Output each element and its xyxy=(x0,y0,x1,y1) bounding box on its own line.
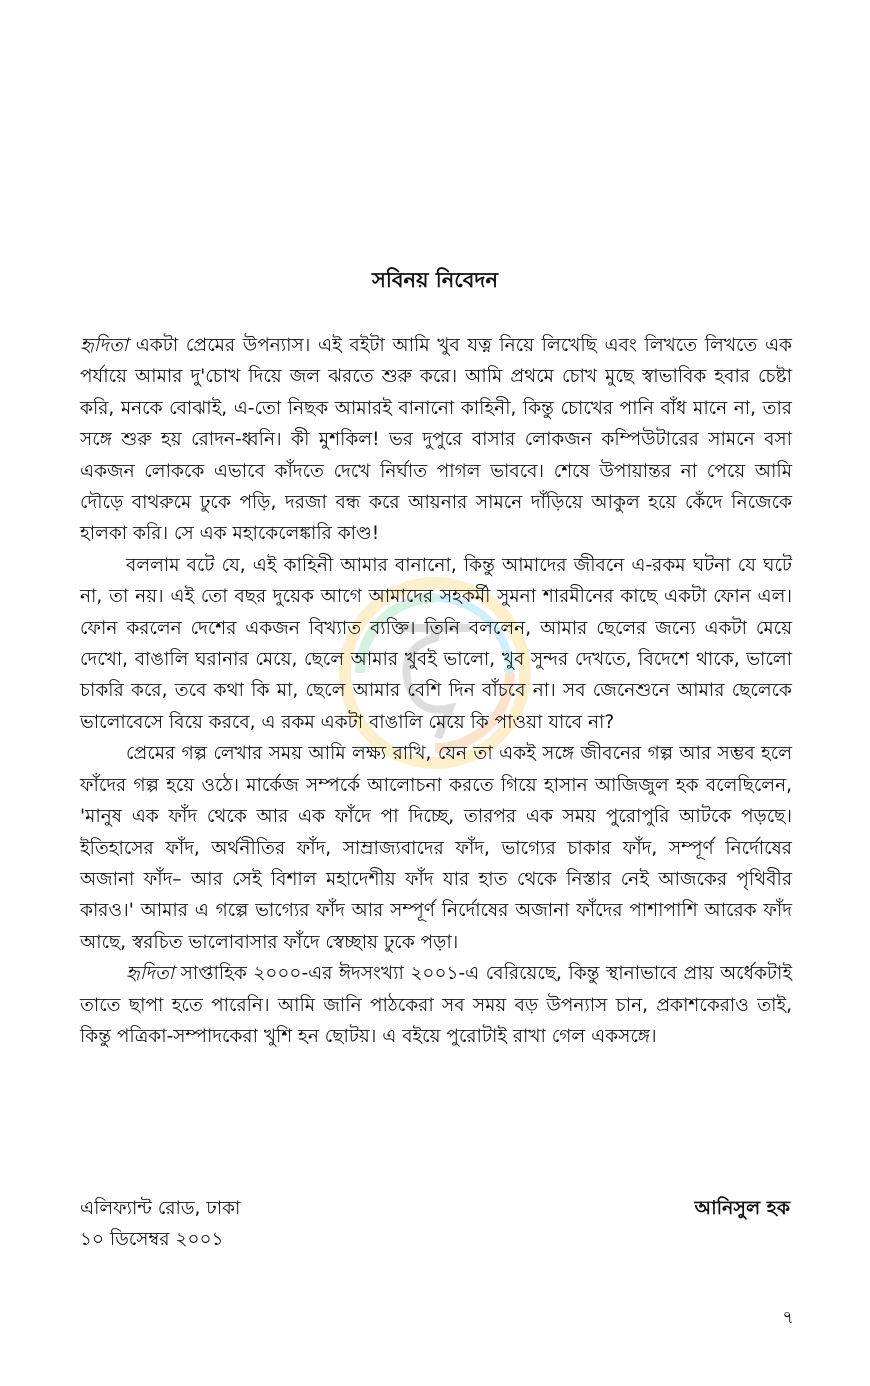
paragraph-text: বললাম বটে যে, এই কাহিনী আমার বানানো, কিন্তু আমাদের জীবনে এ-রকম ঘটনা যে ঘটে না, তা নয়। এই তো বছর দুয়েক আগে আমাদের সহকর্মী সুমনা শারমীনের কাছে একটা ফোন এল। ফোন করলেন দেশের একজন বিখ্যাত ব্যক্তি। তিনি বললেন, আমার ছেলের জন্যে একটা মেয়ে দেখো, বাঙালি ঘরানার মেয়ে, ছেলে আমার খুবই ভালো, খুব সুন্দর দেখতে, বিদেশে থাকে, ভালো চাকরি করে, তবে কথা কি মা, ছেলে আমার বেশি দিন বাঁচবে না। সব জেনেশুনে আমার ছেলেকে ভালোবেসে বিয়ে করবে, এ রকম একটা বাঙালি মেয়ে কি পাওয়া যাবে না? xyxy=(80,554,792,733)
paragraph-1 xyxy=(80,330,792,550)
date-line: ১০ ডিসেম্বর ২০০১ xyxy=(80,1229,224,1250)
paragraph-text: সাপ্তাহিক ২০০০-এর ঈদসংখ্যা ২০০১-এ বেরিয়েছে, কিন্তু স্থানাভাবে প্রায় অর্ধেকটাই তাতে ছাপা হতে পারেনি। আমি জানি পাঠকেরা সব সময় বড় উপন্যাস চান, প্রকাশকেরাও তাই, কিন্তু পত্রিকা-সম্পাদকেরা খুশি হন ছোটয়। এ বইয়ে পুরোটাই রাখা গেল একসঙ্গে। xyxy=(80,963,792,1047)
page-title: সবিনয় নিবেদন xyxy=(371,268,499,292)
place-line: এলিফ্যান্ট রোড, ঢাকা xyxy=(80,1198,241,1219)
signature-place-date xyxy=(80,1193,240,1255)
book-title-italic: হৃদিতা xyxy=(80,335,129,356)
page-number: ৭ xyxy=(782,1307,794,1328)
paragraph-2 xyxy=(80,550,792,738)
paragraph-4 xyxy=(80,958,792,1052)
book-title-italic: হৃদিতা xyxy=(126,963,175,985)
paragraph-3 xyxy=(80,738,792,958)
paragraph-text: প্রেমের গল্প লেখার সময় আমি লক্ষ্য রাখি, যেন তা একই সঙ্গে জীবনের গল্প আর সম্ভব হলে ফাঁদের গল্প হয়ে ওঠে। মার্কেজ সম্পর্কে আলোচনা করতে গিয়ে হাসান আজিজুল হক বলেছিলেন, 'মানুষ এক ফাঁদ থেকে আর এক ফাঁদে পা দিচ্ছে, তারপর এক সময় পুরোপুরি আটকে পড়ছে। ইতিহাসের ফাঁদ, অর্থনীতির ফাঁদ, সাম্রাজ্যবাদের ফাঁদ, ভাগ্যের চাকার ফাঁদ, সম্পূর্ণ নির্দোষের অজানা ফাঁদ– আর সেই বিশাল মহাদেশীয় ফাঁদ যার হাত থেকে নিস্তার নেই আজকের পৃথিবীর কারও।' আমার এ গল্পে ভাগ্যের ফাঁদ আর সম্পূর্ণ নির্দোষের অজানা ফাঁদের পাশাপাশি আরেক ফাঁদ আছে, স্বরচিত ভালোবাসার ফাঁদে স্বেচ্ছায় ঢুকে পড়া। xyxy=(80,743,792,953)
preface-body xyxy=(80,330,792,1052)
paragraph-text: একটা প্রেমের উপন্যাস। এই বইটা আমি খুব যত্ন নিয়ে লিখেছি এবং লিখতে লিখতে এক পর্যায়ে আমার দু'চোখ দিয়ে জল ঝরতে শুরু করে। আমি প্রথমে চোখ মুছে স্বাভাবিক হবার চেষ্টা করি, মনকে বোঝাই, এ-তো নিছক আমারই বানানো কাহিনী, কিন্তু চোখের পানি বাঁধ মানে না, তার সঙ্গে শুরু হয় রোদন-ধ্বনি। কী মুশকিল! ভর দুপুরে বাসার লোকজন কম্পিউটারের সামনে বসা একজন লোককে এভাবে কাঁদতে দেখে নির্ঘাত পাগল ভাববে। শেষে উপায়ান্তর না পেয়ে আমি দৌড়ে বাথরুমে ঢুকে পড়ি, দরজা বন্ধ করে আয়নার সামনে দাঁড়িয়ে আকুল হয়ে কেঁদে নিজেকে হালকা করি। সে এক মহাকেলেঙ্কারি কাণ্ড! xyxy=(80,335,792,545)
author-name: আনিসুল হক xyxy=(694,1197,790,1219)
